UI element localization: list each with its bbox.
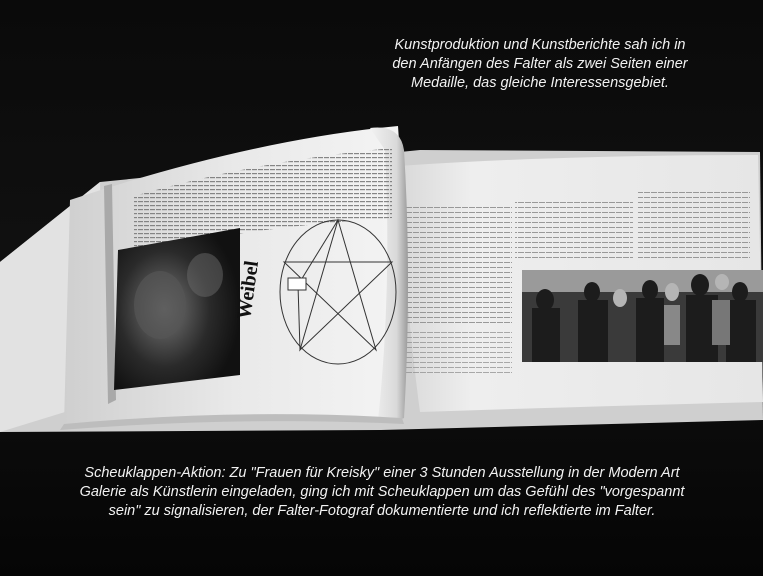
caption-bottom xyxy=(12,464,752,521)
caption-top-line: Kunstproduktion und Kunstberichte sah ich in xyxy=(394,37,686,53)
left-page-heading: Weibel xyxy=(233,259,264,321)
caption-bottom-line: sein" zu signalisieren, der Falter-Fotograf dokumentierte und ich reflektierte im Falter. xyxy=(108,503,656,519)
caption-bottom-line: Galerie als Künstlerin eingeladen, ging ich mit Scheuklappen um das Gefühl des "vorgespannt xyxy=(79,484,685,500)
caption-top xyxy=(330,36,750,93)
caption-top-line: Medaille, das gleiche Interessensgebiet. xyxy=(411,75,669,91)
caption-bottom-line: Scheuklappen-Aktion: Zu "Frauen für Kreisky" einer 3 Stunden Ausstellung in der Modern Art xyxy=(84,465,680,481)
caption-top-line: den Anfängen des Falter als zwei Seiten einer xyxy=(392,56,688,72)
